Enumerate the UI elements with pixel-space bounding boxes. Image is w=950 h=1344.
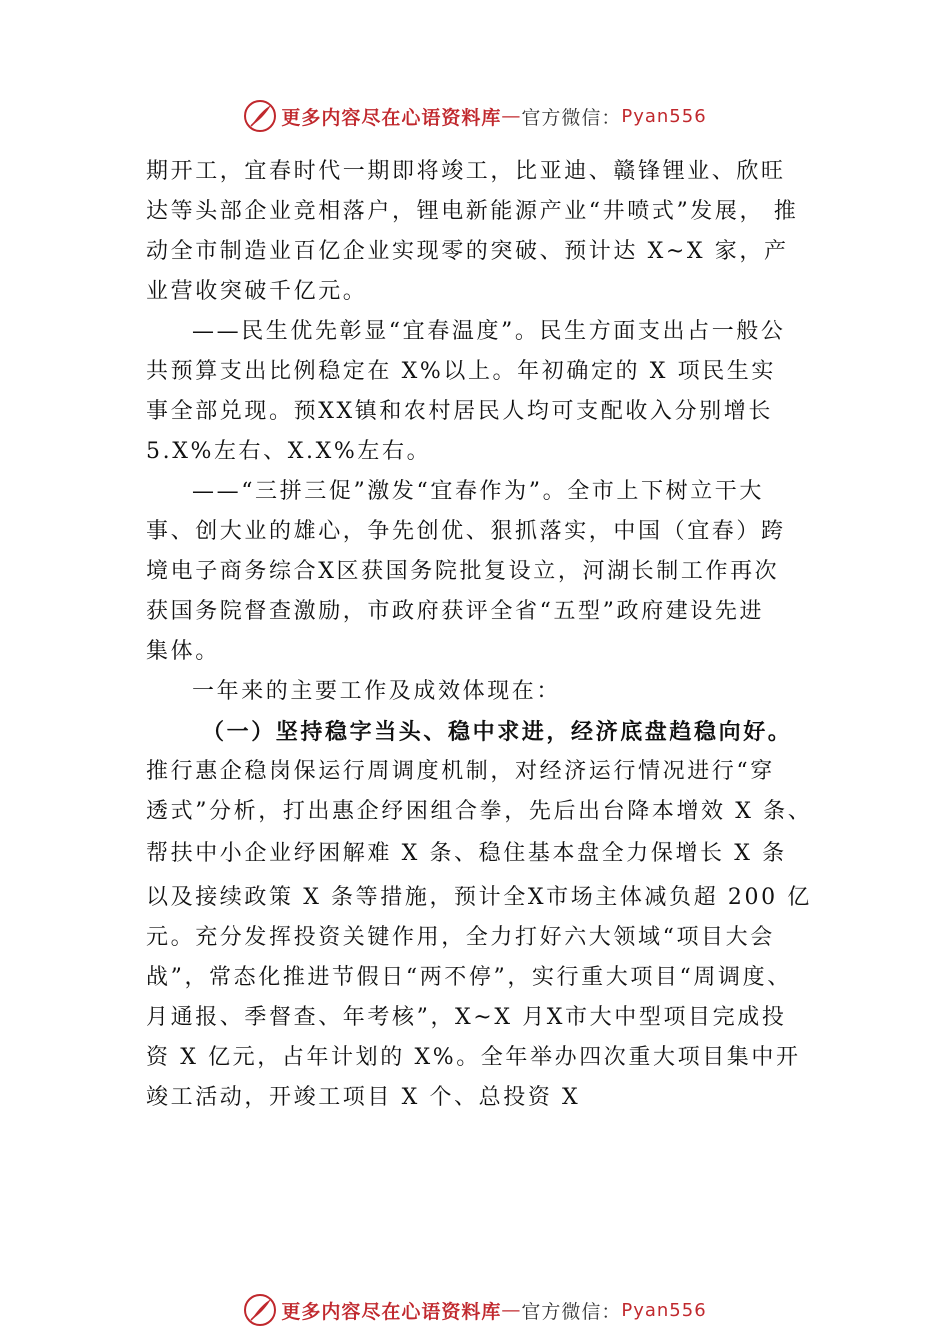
text-line: 动全市制造业百亿企业实现零的突破、预计达 X~X 家，产	[146, 239, 789, 264]
text-line: 业营收突破千亿元。	[146, 279, 368, 304]
text-line: 帮扶中小企业纾困解难 X 条、稳住基本盘全力保增长 X 条	[146, 841, 787, 866]
watermark-wechat-label: 官方微信：	[521, 106, 622, 129]
quill-logo-icon	[243, 99, 277, 133]
document-body	[146, 152, 826, 1118]
text-line: 竣工活动，开竣工项目 X 个、总投资 X	[146, 1085, 581, 1110]
text-line: 境电子商务综合X区获国务院批复设立，河湖长制工作再次	[146, 559, 780, 584]
header-watermark	[0, 96, 950, 136]
watermark-brand: 更多内容尽在心语资料库	[281, 1300, 502, 1323]
text-line: 获国务院督查激励，市政府获评全省“五型”政府建设先进	[146, 599, 765, 624]
watermark-brand: 更多内容尽在心语资料库	[281, 106, 502, 129]
text-line: ——民生优先彰显“宜春温度”。民生方面支出占一般公	[192, 319, 786, 344]
text-line: 资 X 亿元，占年计划的 X%。全年举办四次重大项目集中开	[146, 1045, 801, 1070]
watermark-separator: —	[501, 105, 522, 127]
watermark-wechat-label: 官方微信：	[521, 1300, 622, 1323]
text-line: 以及接续政策 X 条等措施，预计全X市场主体减负超 200 亿	[146, 885, 812, 910]
watermark-separator: —	[501, 1299, 522, 1321]
text-line: 事、创大业的雄心，争先创优、狠抓落实，中国（宜春）跨	[146, 519, 786, 544]
text-line: 事全部兑现。预XX镇和农村居民人均可支配收入分别增长	[146, 399, 773, 424]
text-line: 5.X%左右、X.X%左右。	[146, 439, 432, 464]
quill-logo-icon	[243, 1293, 277, 1327]
text-line: 元。充分发挥投资关键作用，全力打好六大领域“项目大会	[146, 925, 775, 950]
text-line: 月通报、季督查、年考核”，X~X 月X市大中型项目完成投	[146, 1005, 787, 1030]
text-line: 战”，常态化推进节假日“两不停”，实行重大项目“周调度、	[146, 965, 792, 990]
text-line: 达等头部企业竞相落户，锂电新能源产业“井喷式”发展， 推	[146, 199, 799, 224]
text-line: 透式”分析，打出惠企纾困组合拳，先后出台降本增效 X 条、	[146, 799, 813, 824]
watermark-wechat-id: Pyan556	[621, 105, 707, 127]
watermark-wechat-id: Pyan556	[621, 1299, 707, 1321]
section-heading: （一）坚持稳字当头、稳中求进，经济底盘趋稳向好。	[202, 719, 793, 745]
footer-watermark	[0, 1290, 950, 1330]
text-line: 共预算支出比例稳定在 X%以上。年初确定的 X 项民生实	[146, 359, 777, 384]
text-line: 期开工，宜春时代一期即将竣工，比亚迪、赣锋锂业、欣旺	[146, 159, 786, 184]
text-line: ——“三拼三促”激发“宜春作为”。全市上下树立干大	[192, 479, 764, 504]
text-line: 集体。	[146, 639, 220, 664]
text-line: 推行惠企稳岗保运行周调度机制，对经济运行情况进行“穿	[146, 759, 775, 784]
text-line: 一年来的主要工作及成效体现在：	[192, 679, 562, 704]
